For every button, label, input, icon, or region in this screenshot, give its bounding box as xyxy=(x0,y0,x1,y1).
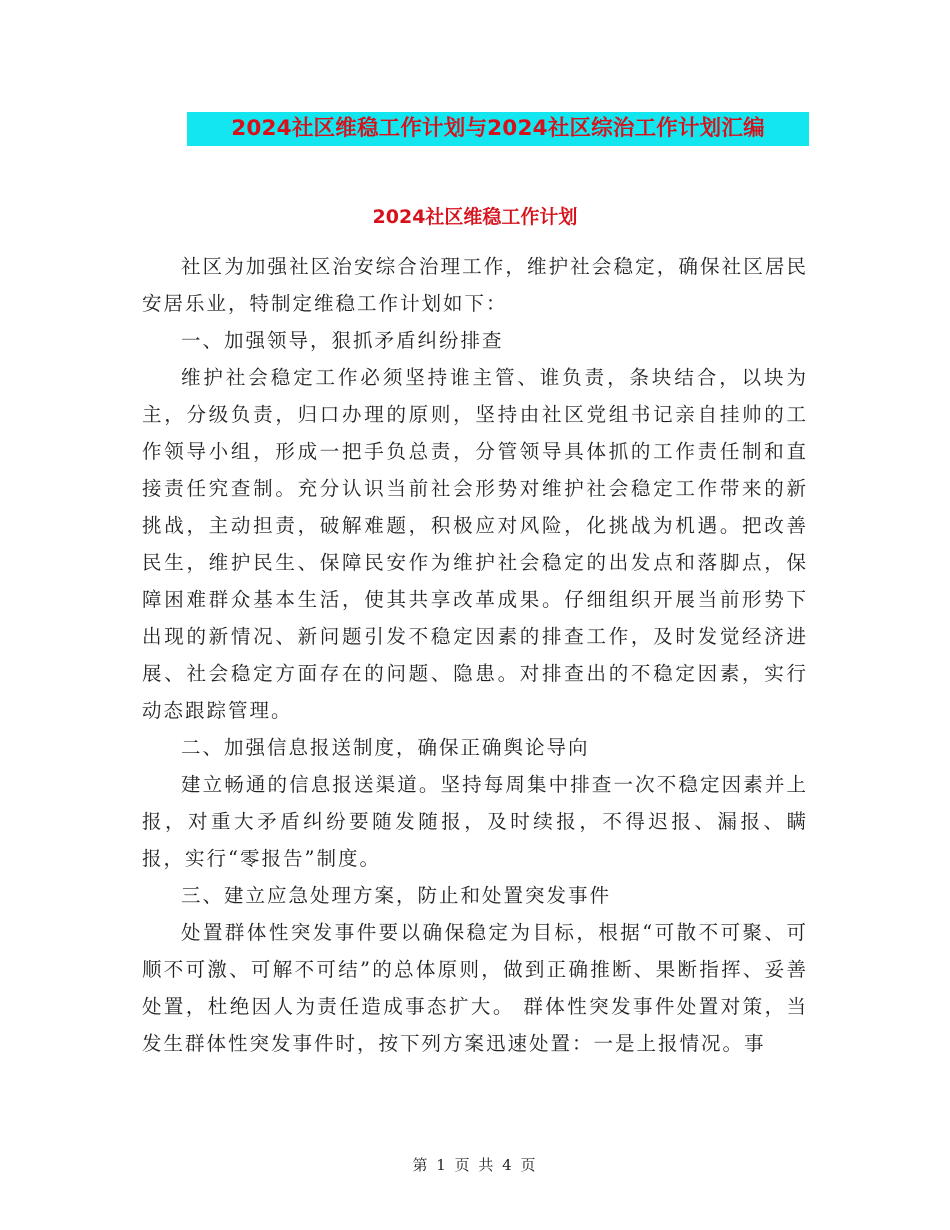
section-title: 2024社区维稳工作计划 xyxy=(372,206,578,228)
intro-paragraph: 社区为加强社区治安综合治理工作，维护社会稳定，确保社区居民安居乐业，特制定维稳工作计划如下： xyxy=(142,255,808,315)
document-body xyxy=(142,248,808,1062)
heading-three: 三、建立应急处理方案，防止和处置突发事件 xyxy=(181,884,612,907)
document-title: 2024社区维稳工作计划与2024社区综治工作计划汇编 xyxy=(187,112,809,146)
heading-one: 一、加强领导，狠抓矛盾纠纷排查 xyxy=(181,329,504,352)
paragraph-three: 处置群体性突发事件要以确保稳定为目标，根据“可散不可聚、可顺不可激、可解不可结”的总体原则，做到正确推断、果断指挥、妥善处置，杜绝因人为责任造成事态扩大。 群体性突发事件处置对策，当发生群体性突发事件时，按下列方案迅速处置：一是上报情况。事 xyxy=(142,921,808,1055)
heading-two: 二、加强信息报送制度，确保正确舆论导向 xyxy=(181,736,590,759)
paragraph-one: 维护社会稳定工作必须坚持谁主管、谁负责，条块结合，以块为主，分级负责，归口办理的原则，坚持由社区党组书记亲自挂帅的工作领导小组，形成一把手负总责，分管领导具体抓的工作责任制和直接责任究查制。充分认识当前社会形势对维护社会稳定工作带来的新挑战，主动担责，破解难题，积极应对风险，化挑战为机遇。把改善民生，维护民生、保障民安作为维护社会稳定的出发点和落脚点，保障困难群众基本生活，使其共享改革成果。仔细组织开展当前形势下出现的新情况、新问题引发不稳定因素的排查工作，及时发觉经济进展、社会稳定方面存在的问题、隐患。对排查出的不稳定因素，实行动态跟踪管理。 xyxy=(142,366,808,722)
paragraph-two: 建立畅通的信息报送渠道。坚持每周集中排查一次不稳定因素并上报，对重大矛盾纠纷要随发随报，及时续报，不得迟报、漏报、瞒报，实行“零报告”制度。 xyxy=(142,773,808,870)
page-number: 第 1 页 共 4 页 xyxy=(412,1156,538,1174)
